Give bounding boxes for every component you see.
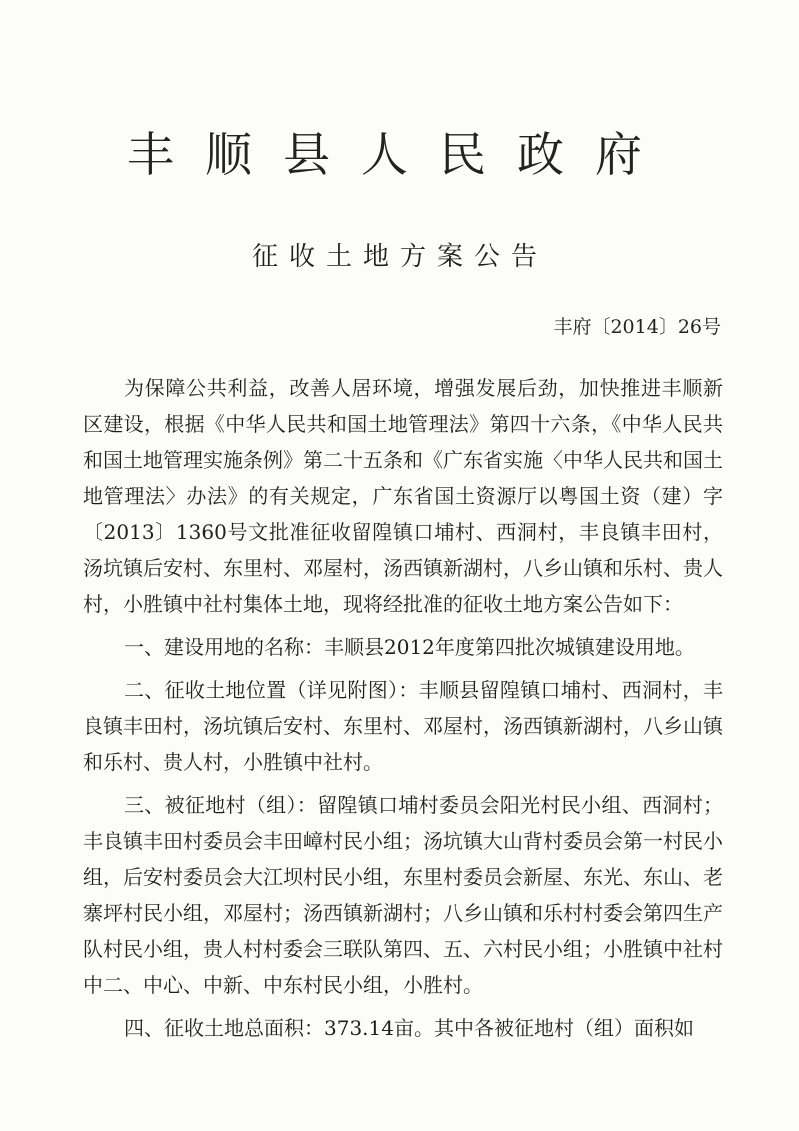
paragraph-item-1: 一、建设用地的名称：丰顺县2012年度第四批次城镇建设用地。	[124, 635, 695, 659]
paragraph-item-2: 二、征收土地位置（详见附图）：丰顺县留隍镇口埔村、西洞村，丰良镇丰田村，汤坑镇后安村、东里村、邓屋村，汤西镇新湖村，八乡山镇和乐村、贵人村，小胜镇中社村。	[83, 678, 723, 774]
paragraph-item-4: 四、征收土地总面积：373.14亩。其中各被征地村（组）面积如	[124, 1016, 694, 1040]
document-number: 丰府〔2014〕26号	[553, 316, 721, 338]
document-body	[83, 370, 723, 1053]
document-title: 征收土地方案公告	[251, 242, 548, 272]
issuer-header: 丰顺县人民政府	[127, 128, 673, 183]
paragraph-intro: 为保障公共利益，改善人居环境，增强发展后劲，加快推进丰顺新区建设，根据《中华人民共和国土地管理法》第四十六条，《中华人民共和国土地管理实施条例》第二十五条和《广东省实施〈中华人民共和国土地管理法〉办法》的有关规定，广东省国土资源厅以粤国土资（建）字〔2013〕1360号文批准征收留隍镇口埔村、西洞村，丰良镇丰田村，汤坑镇后安村、东里村、邓屋村，汤西镇新湖村，八乡山镇和乐村、贵人村，小胜镇中社村集体土地，现将经批准的征收土地方案公告如下：	[83, 376, 723, 616]
paragraph-item-3: 三、被征地村（组）：留隍镇口埔村委员会阳光村民小组、西洞村；丰良镇丰田村委员会丰田嶂村民小组；汤坑镇大山背村委员会第一村民小组，后安村委员会大江坝村民小组，东里村委员会新屋、东光、东山、老寨坪村民小组，邓屋村；汤西镇新湖村；八乡山镇和乐村村委会第四生产队村民小组，贵人村村委会三联队第四、五、六村民小组；小胜镇中社村中二、中心、中新、中东村民小组，小胜村。	[83, 793, 723, 997]
